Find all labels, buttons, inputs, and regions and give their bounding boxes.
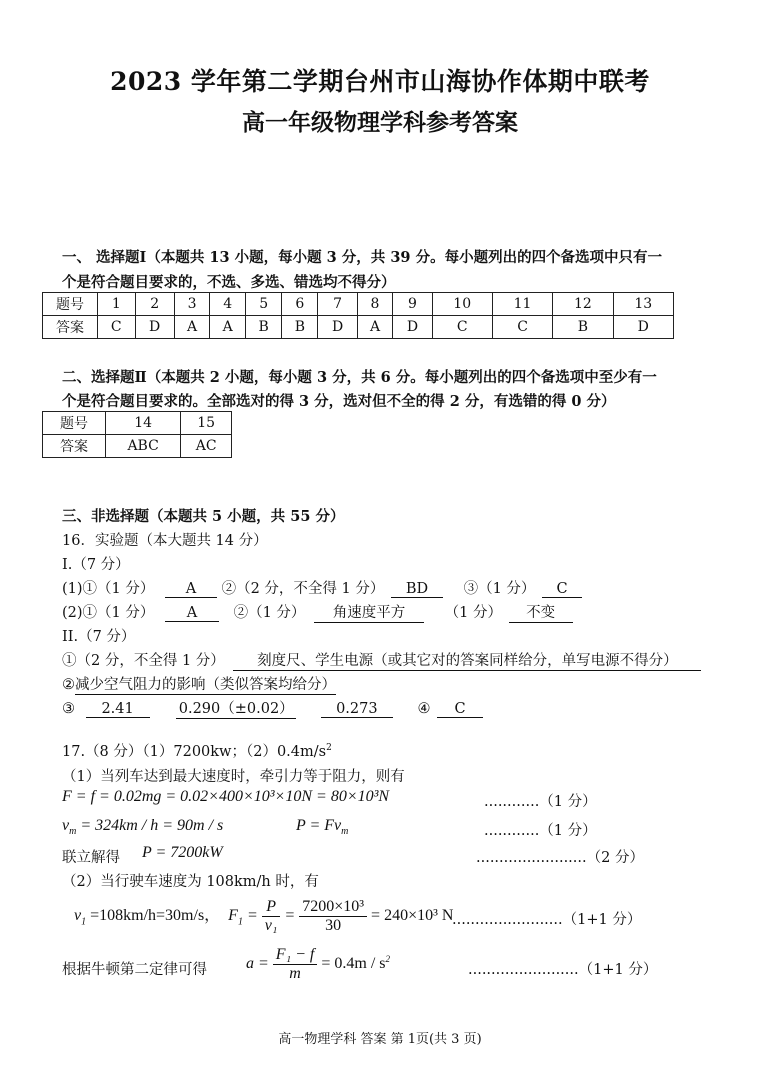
q17-eq5-score: ........................（1+1 分）: [468, 962, 658, 978]
table-header-cell: 答案: [43, 435, 106, 458]
answer-cell: B: [553, 316, 613, 339]
page-title: 2023 学年第二学期台州市山海协作体期中联考: [110, 67, 650, 96]
answer-cell: B: [246, 316, 282, 339]
q16-line1: [62, 577, 582, 598]
page-footer: 高一物理学科 答案 第 1页(共 3 页): [278, 1032, 482, 1047]
table-header-cell: 答案: [43, 316, 98, 339]
answer-blank: 刻度尺、学生电源（或其它对的答案同样给分，单写电源不得分）: [233, 649, 701, 671]
question-number-cell: 1: [98, 293, 136, 316]
prompt: (2)①（1 分）: [62, 605, 155, 621]
table-row-questions: [43, 293, 674, 316]
question-number-cell: 10: [432, 293, 492, 316]
q17-eq5: [246, 946, 390, 983]
answer-blank: C: [437, 701, 483, 718]
answer-cell: D: [135, 316, 174, 339]
question-number-cell: 4: [210, 293, 246, 316]
answer-blank: A: [165, 581, 217, 598]
q16-line2: [62, 601, 573, 623]
question-number-cell: 6: [282, 293, 318, 316]
question-number-cell: 3: [174, 293, 210, 316]
q16-title: 16．实验题（本大题共 14 分）: [62, 533, 268, 549]
answer-blank: 减少空气阻力的影响（类似答案均给分）: [75, 673, 336, 695]
q17-sub2: （2）当行驶车速度为 108km/h 时，有: [62, 874, 319, 890]
answer-cell: C: [98, 316, 136, 339]
subscript: 1: [81, 916, 87, 928]
prompt: ①（2 分，不全得 1 分）: [62, 653, 225, 669]
section1-heading-line1: 一、 选择题Ⅰ（本题共 13 小题，每小题 3 分，共 39 分。每小题列出的四个备选项中只有一: [62, 249, 663, 266]
denominator: v₁: [264, 917, 278, 934]
table-row-answers: [43, 435, 232, 458]
var: F: [228, 907, 238, 925]
page-subtitle: 高一年级物理学科参考答案: [242, 109, 518, 136]
answer-cell: AC: [181, 435, 232, 458]
expr: = 0.4m / s: [321, 955, 386, 973]
question-number-cell: 9: [393, 293, 432, 316]
section1-heading-line2: 个是符合题目要求的，不选、多选、错选均不得分）: [62, 274, 396, 291]
q17-sub1: （1）当列车达到最大速度时，牵引力等于阻力，则有: [62, 769, 405, 785]
var: v: [62, 817, 70, 834]
q17-eq2-score: ............（1 分）: [484, 823, 597, 839]
q17-eq4-score: ........................（1+1 分）: [452, 912, 642, 928]
q16-line5: [62, 697, 483, 719]
answer-blank: 0.290（±0.02）: [176, 697, 296, 719]
prompt: ③: [62, 701, 75, 717]
expr: P = Fv: [296, 817, 342, 834]
table-row-answers: [43, 316, 674, 339]
question-number-cell: 14: [106, 412, 181, 435]
question-number-cell: 15: [181, 412, 232, 435]
prompt: ②（2 分，不全得 1 分）: [221, 581, 385, 597]
q17-joint-label: 联立解得: [62, 850, 120, 866]
question-number-cell: 12: [553, 293, 613, 316]
answer-cell: A: [174, 316, 210, 339]
question-number-cell: 11: [492, 293, 552, 316]
expr: = 324km / h = 90m / s: [76, 817, 224, 834]
q17-eq1-score: ............（1 分）: [484, 794, 597, 810]
section2-answer-table: [42, 411, 232, 458]
q17-eq3-score: ........................（2 分）: [476, 850, 644, 866]
answer-cell: C: [432, 316, 492, 339]
q16-part2-title: II.（7 分）: [62, 629, 136, 645]
q17-title: [62, 740, 332, 761]
answer-cell: ABC: [106, 435, 181, 458]
superscript: 2: [385, 953, 391, 964]
numerator: 7200×10³: [299, 898, 367, 917]
numerator: P: [262, 898, 281, 917]
answer-blank: 不变: [509, 601, 573, 623]
section2-heading-line2: 个是符合题目要求的。全部选对的得 3 分，选对但不全的得 2 分，有选错的得 0 分）: [62, 393, 616, 410]
answer-cell: A: [210, 316, 246, 339]
answer-cell: D: [318, 316, 357, 339]
question-number-cell: 5: [246, 293, 282, 316]
prompt: （1 分）: [444, 605, 502, 621]
subscript: m: [341, 826, 349, 838]
fraction: [273, 946, 318, 983]
answer-blank: A: [165, 605, 219, 622]
question-number-cell: 7: [318, 293, 357, 316]
var: v: [74, 907, 82, 925]
expr: = 240×10³ N: [371, 907, 454, 925]
fraction: [262, 898, 281, 935]
answer-blank: BD: [391, 581, 443, 598]
section1-answer-table: [42, 292, 674, 339]
question-number-cell: 8: [357, 293, 393, 316]
q17-newton-label: 根据牛顿第二定律可得: [62, 962, 207, 978]
prompt: ②（1 分）: [233, 605, 306, 621]
q16-line3: [62, 649, 701, 671]
q17-eq2c: [296, 817, 348, 837]
subscript: m: [69, 826, 77, 838]
q17-eq3: P = 7200kW: [142, 844, 223, 861]
denominator: m: [289, 965, 301, 982]
q16-part1-title: I.（7 分）: [62, 557, 130, 573]
q17-eq4: $v_1 =108km/h=30m/s$， $F_1$ = $\frac{P}{\text{v₁}}$ = $\frac{\text{7200×10³}}{30}$ = 240×10³ N: [74, 898, 454, 934]
answer-cell: C: [492, 316, 552, 339]
question-number-cell: 2: [135, 293, 174, 316]
q17-title-text: 17.（8 分）（1）7200kw；（2）0.4m/s: [62, 744, 327, 760]
answer-blank: 0.273: [321, 701, 393, 718]
numerator: F₁ − f: [273, 946, 318, 965]
prompt: ②: [62, 677, 75, 693]
subscript: 1: [237, 916, 243, 928]
denominator: 30: [325, 917, 342, 934]
section3-heading: 三、非选择题（本题共 5 小题，共 55 分）: [62, 508, 345, 525]
expr: a =: [246, 955, 269, 973]
prompt: (1)①（1 分）: [62, 581, 155, 597]
prompt: ④: [417, 701, 431, 717]
fraction: [299, 898, 367, 935]
answer-cell: D: [613, 316, 673, 339]
section2-heading-line1: 二、选择题Ⅱ（本题共 2 小题，每小题 3 分，共 6 分。每小题列出的四个备选项中至少有一: [62, 369, 657, 386]
answer-blank: 角速度平方: [314, 601, 424, 623]
prompt: ③（1 分）: [463, 581, 536, 597]
table-row-questions: [43, 412, 232, 435]
q17-eq2a: [62, 817, 223, 837]
answer-blank: 2.41: [86, 701, 150, 718]
answer-blank: C: [542, 581, 582, 598]
table-header-cell: 题号: [43, 412, 106, 435]
q17-title-sup: 2: [326, 743, 332, 754]
table-header-cell: 题号: [43, 293, 98, 316]
answer-cell: A: [357, 316, 393, 339]
q17-eq1: F = f = 0.02mg = 0.02×400×10³×10N = 80×10³N: [62, 788, 390, 805]
q16-line4: [62, 673, 336, 695]
answer-cell: D: [393, 316, 432, 339]
question-number-cell: 13: [613, 293, 673, 316]
expr: =108km/h=30m/s，: [86, 907, 221, 925]
answer-cell: B: [282, 316, 318, 339]
